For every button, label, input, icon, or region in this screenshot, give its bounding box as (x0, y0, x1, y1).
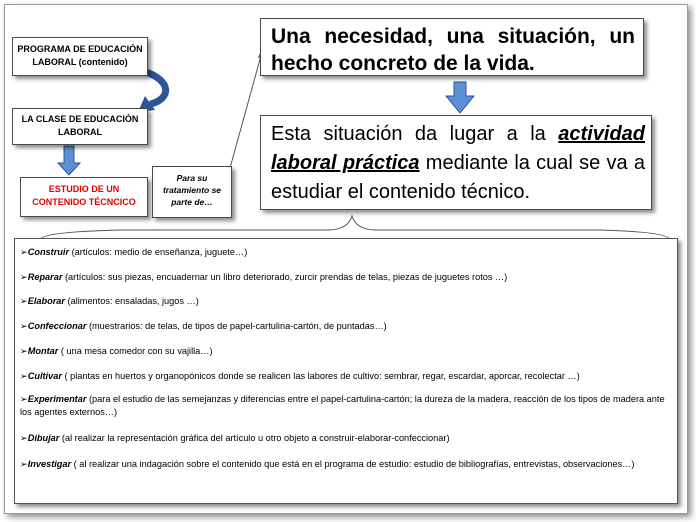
actividad-emph: actividad (558, 123, 645, 145)
situacion-line2 (271, 149, 645, 178)
situacion-box (260, 115, 652, 210)
estudio-line2: CONTENIDO TÉCNCICO (32, 197, 136, 207)
bullet-icon: ➢ (20, 272, 28, 282)
item-verb: Cultivar (27, 371, 62, 381)
programa-line1: PROGRAMA DE EDUCACIÓN (17, 44, 143, 54)
list-item (20, 271, 669, 284)
item-text: (muestrarios: de telas, de tipos de papel-cartulina-cartón, de puntadas…) (86, 321, 387, 331)
item-verb: Confeccionar (27, 321, 87, 331)
laboral-practica-emph: laboral práctica (271, 152, 420, 174)
bullet-icon: ➢ (20, 394, 28, 404)
list-item (20, 458, 669, 471)
programa-box (12, 37, 148, 76)
necesidad-box (260, 18, 644, 76)
item-text: ( una mesa comedor con su vajilla…) (58, 346, 213, 356)
item-text: ( al realizar una indagación sobre el contenido que está en el programa de estudio: estudio de bibliografías, entrevistas, observaciones…) (71, 459, 635, 469)
item-text: (alimentos: ensaladas, jugos …) (64, 296, 199, 306)
para-line1: Para su (176, 173, 208, 183)
item-verb: Construir (27, 247, 70, 257)
item-verb: Experimentar (27, 394, 87, 404)
item-text: (artículos: sus piezas, encuadernar un libro deteriorado, zurcir prendas de telas, piezas de juguetes rotos …) (62, 272, 508, 282)
bullet-icon: ➢ (20, 247, 28, 257)
item-verb: Montar (27, 346, 59, 356)
item-text: (al realizar la representación gráfica del artículo u otro objeto a construir-elaborar-confeccionar) (59, 433, 450, 443)
clase-box (12, 108, 148, 145)
necesidad-line1: Una necesidad, una situación, un (271, 25, 635, 48)
list-item (20, 246, 669, 259)
item-verb: Dibujar (27, 433, 60, 443)
programa-line2: LABORAL (contenido) (32, 57, 128, 67)
estudio-line1: ESTUDIO DE UN (48, 184, 120, 194)
estudio-box (20, 177, 148, 217)
para-line2: tratamiento se (162, 185, 222, 195)
bullet-icon: ➢ (20, 371, 28, 381)
list-item (20, 345, 669, 358)
item-verb: Investigar (27, 459, 72, 469)
situacion-line1a: Esta situación da lugar a la (271, 123, 559, 145)
activities-list (14, 238, 678, 504)
situacion-line3: estudiar el contenido técnico. (271, 181, 531, 203)
situacion-line1 (271, 120, 645, 149)
clase-line2: LABORAL (58, 127, 102, 137)
clase-line1: LA CLASE DE EDUCACIÓN (21, 114, 139, 124)
para-su-box (152, 166, 232, 218)
item-text: (para el estudio de las semejanzas y diferencias entre el papel-cartulina-cartón; la dureza de la madera, reacción de los tipos de madera ante los agentes externos…) (20, 394, 665, 417)
bullet-icon: ➢ (20, 346, 28, 356)
list-item (20, 295, 669, 308)
list-item (20, 370, 669, 383)
list-item (20, 393, 669, 419)
bullet-icon: ➢ (20, 321, 28, 331)
item-verb: Elaborar (27, 296, 65, 306)
bullet-icon: ➢ (20, 433, 28, 443)
bullet-icon: ➢ (20, 296, 28, 306)
item-text: (artículos: medio de enseñanza, juguete…) (69, 247, 248, 257)
necesidad-line2: hecho concreto de la vida. (271, 52, 535, 75)
bullet-icon: ➢ (20, 459, 28, 469)
situacion-line2b: mediante la cual se va a (419, 152, 645, 174)
list-item (20, 432, 669, 445)
list-item (20, 320, 669, 333)
para-line3: parte de… (171, 197, 213, 207)
item-verb: Reparar (27, 272, 63, 282)
item-text: ( plantas en huertos y organopónicos donde se realicen las labores de cultivo: sembrar, regar, escardar, aporcar, recolectar …) (61, 371, 580, 381)
